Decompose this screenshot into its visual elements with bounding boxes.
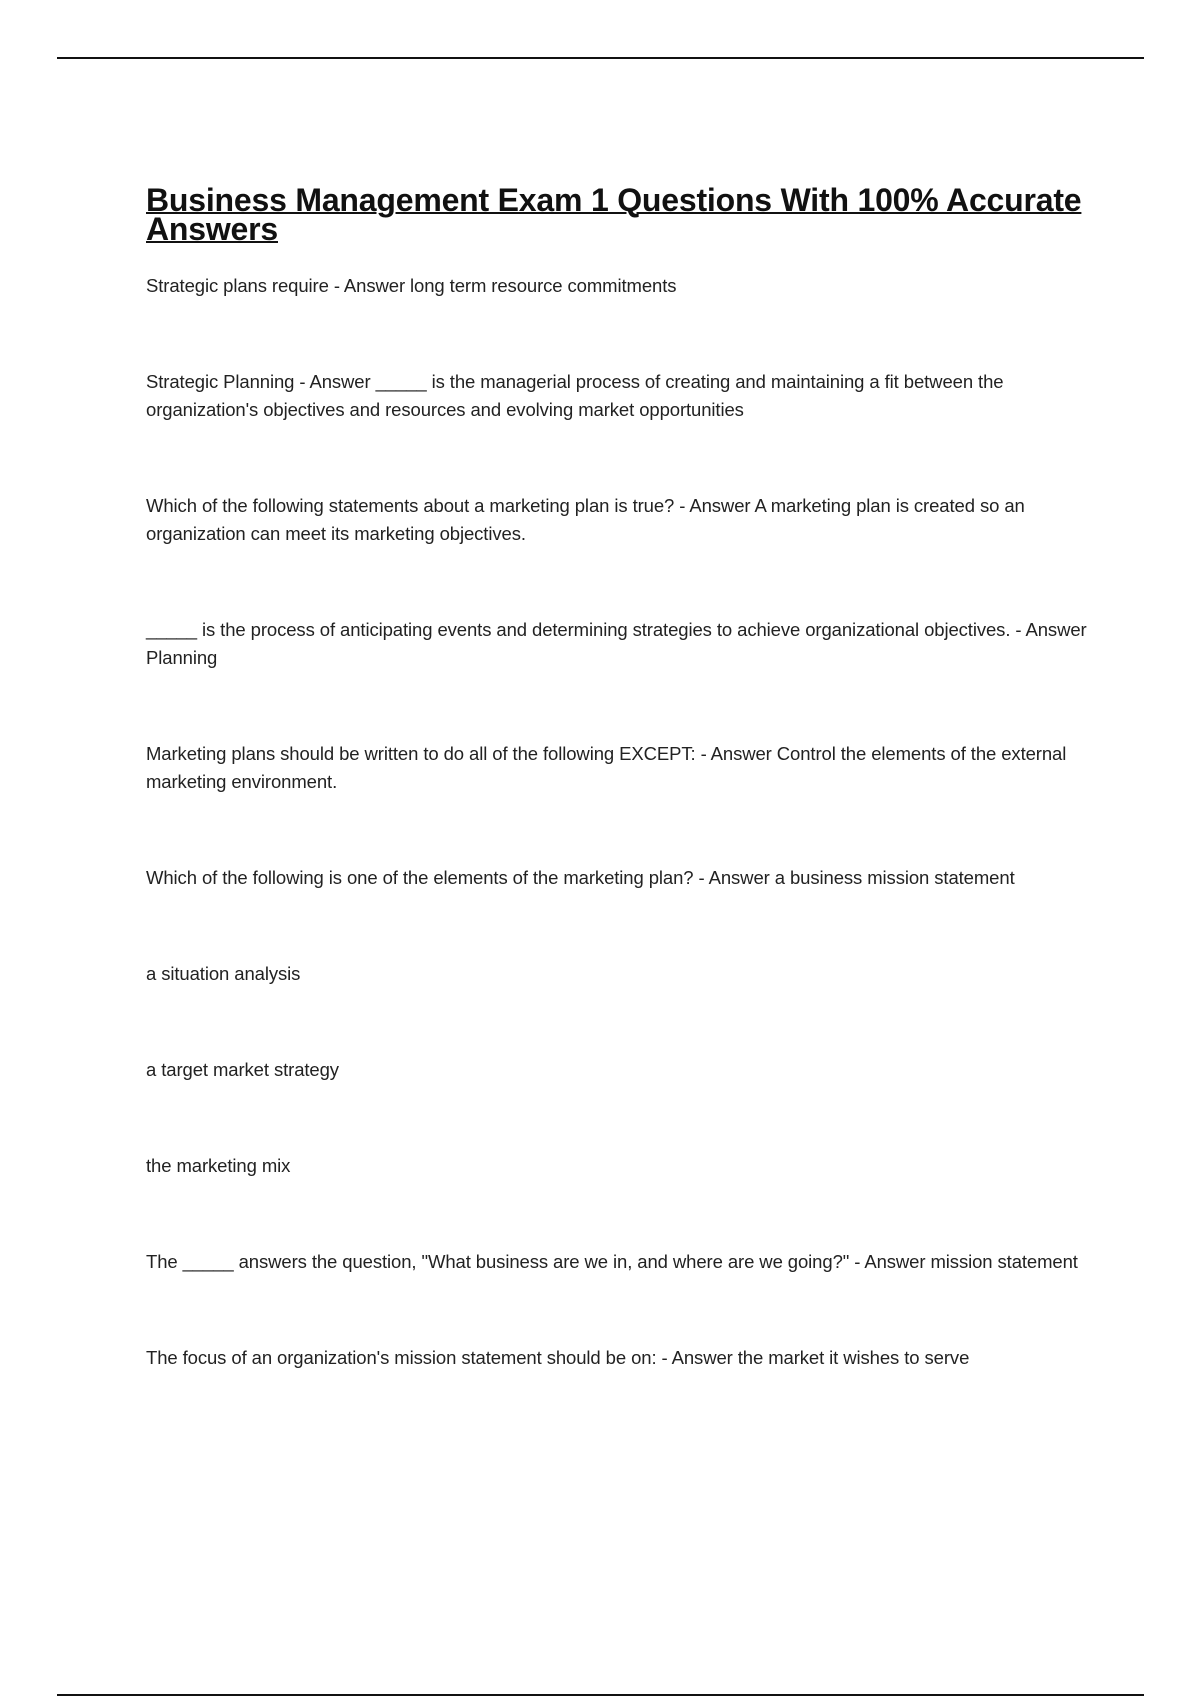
- bottom-horizontal-rule: [57, 1694, 1144, 1696]
- qa-entry-mission-statement: The _____ answers the question, "What business are we in, and where are we going?" - Answer mission statement: [146, 1251, 1078, 1272]
- qa-entry-mission-focus: The focus of an organization's mission statement should be on: - Answer the market it wishes to serve: [146, 1347, 970, 1368]
- qa-entry-strategic-planning: Strategic Planning - Answer _____ is the managerial process of creating and maintaining a fit between the organization's objectives and resources and evolving market opportunities: [146, 371, 1004, 420]
- qa-entry-situation-analysis: a situation analysis: [146, 963, 301, 984]
- qa-entry-strategic-plans: Strategic plans require - Answer long term resource commitments: [146, 275, 677, 296]
- top-horizontal-rule: [57, 57, 1144, 59]
- qa-entry-marketing-mix: the marketing mix: [146, 1155, 291, 1176]
- qa-entry-marketing-plan-true: Which of the following statements about a marketing plan is true? - Answer A marketing plan is created so an organization can meet its marketing objectives.: [146, 495, 1025, 544]
- document-title: Business Management Exam 1 Questions With 100% Accurate Answers: [146, 182, 1082, 247]
- qa-list: [146, 272, 1090, 1372]
- document-body: [146, 182, 1090, 1372]
- qa-entry-elements-of-plan: Which of the following is one of the elements of the marketing plan? - Answer a business mission statement: [146, 867, 1015, 888]
- qa-entry-planning: _____ is the process of anticipating events and determining strategies to achieve organizational objectives. - Answer Planning: [146, 619, 1087, 668]
- qa-entry-target-market-strategy: a target market strategy: [146, 1059, 339, 1080]
- qa-entry-marketing-plans-except: Marketing plans should be written to do all of the following EXCEPT: - Answer Control the elements of the external marketing environment.: [146, 743, 1067, 792]
